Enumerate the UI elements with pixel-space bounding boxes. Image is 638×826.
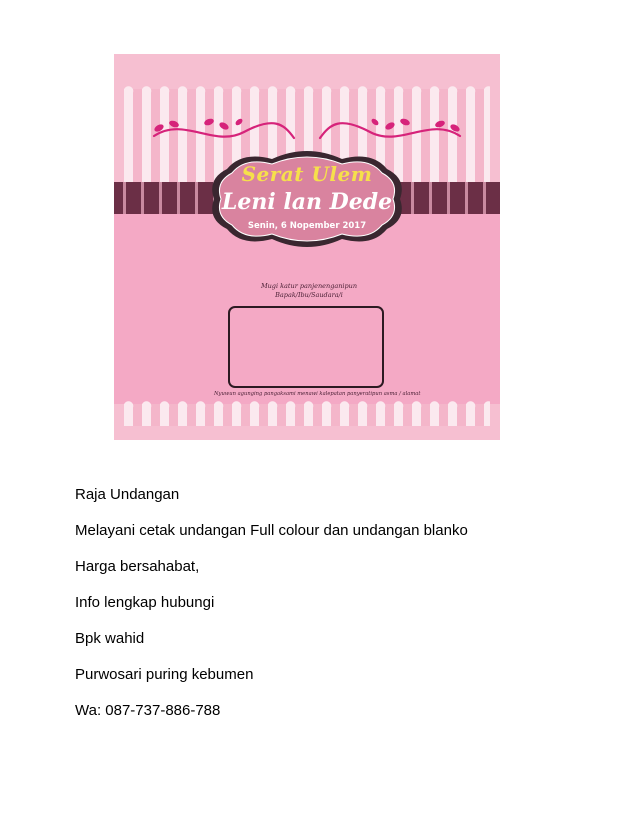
text-line-3: Harga bersahabat, (75, 558, 200, 575)
card-title-top: Serat Ulem (241, 162, 373, 186)
text-line-6: Purwosari puring kebumen (75, 666, 254, 683)
greeting-line-1: Mugi katur panjenenganipun (260, 282, 358, 290)
text-line-5: Bpk wahid (75, 630, 145, 647)
card-event-date: Senin, 6 Nopember 2017 (247, 221, 367, 231)
text-line-1: Raja Undangan (75, 486, 180, 503)
text-line-2: Melayani cetak undangan Full colour dan undangan blanko (75, 522, 468, 539)
card-footer-note: Nyuwun agunging pangaksami menawi kalepatan panyeratipun asma / alamat (214, 391, 421, 397)
bottom-stripes (124, 404, 490, 426)
card-greeting (234, 282, 384, 300)
floral-vine-ornament (114, 114, 500, 154)
greeting-line-2: Bapak/Ibu/Saudara/i (275, 291, 343, 299)
text-line-4: Info lengkap hubungi (75, 594, 215, 611)
card-title-names: Leni lan Dede (221, 189, 393, 215)
address-box (228, 306, 384, 388)
text-line-7: Wa: 087-737-886-788 (75, 702, 221, 719)
title-label-frame (202, 149, 412, 249)
invitation-card-image (114, 54, 500, 440)
